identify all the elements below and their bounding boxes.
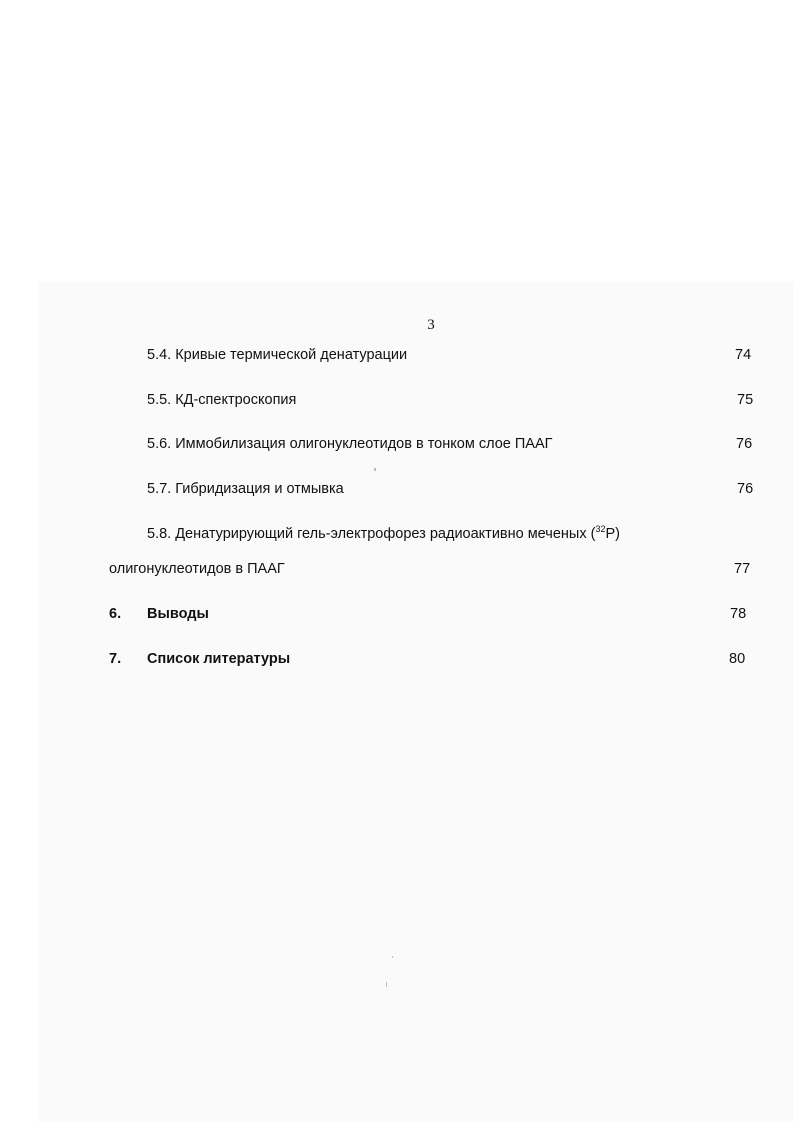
scan-speck: [386, 982, 387, 987]
toc-entry-label: 5.7. Гибридизация и отмывка: [147, 481, 344, 497]
section-title: Выводы: [147, 606, 209, 622]
isotope-superscript: 32: [595, 524, 606, 535]
toc-entry-page: 75: [737, 392, 754, 408]
toc-entry-page: 74: [735, 347, 752, 363]
toc-entry-label-end: P): [605, 526, 620, 542]
section-number: 7.: [109, 651, 122, 667]
toc-entry-label: [147, 525, 620, 543]
toc-entry-page: 77: [734, 561, 751, 577]
toc-entry-label: 5.6. Иммобилизация олигонуклеотидов в тонком слое ПААГ: [147, 436, 553, 452]
toc-entry-label: олигонуклеотидов в ПААГ: [109, 561, 285, 577]
scan-speck: [374, 468, 376, 471]
toc-entry-label: 5.5. КД-спектроскопия: [147, 392, 297, 408]
section-number: 6.: [109, 606, 122, 622]
toc-entry-label-start: 5.8. Денатурирующий гель-электрофорез радиоактивно меченых (: [147, 526, 596, 542]
scan-speck: [392, 956, 393, 958]
toc-entry-page: 76: [736, 436, 753, 452]
section-title: Список литературы: [147, 651, 291, 667]
page-number: 3: [427, 317, 435, 333]
toc-entry-label: 5.4. Кривые термической денатурации: [147, 347, 408, 363]
toc-entry-page: 78: [730, 606, 747, 622]
toc-entry-page: 80: [729, 651, 746, 667]
toc-entry-page: 76: [737, 481, 754, 497]
